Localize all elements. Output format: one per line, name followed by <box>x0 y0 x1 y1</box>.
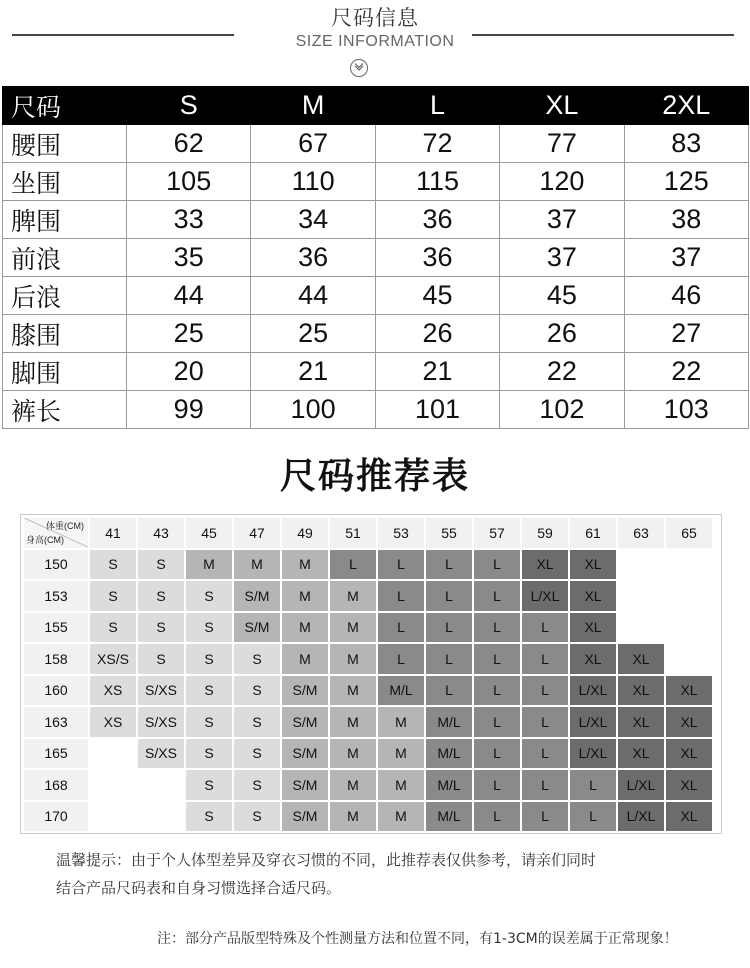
recommend-row <box>24 581 712 611</box>
size-recommendation-cell: L <box>474 707 520 737</box>
table-cell: 44 <box>251 277 375 315</box>
size-recommendation-cell: M/L <box>378 676 424 706</box>
size-recommendation-cell: L <box>474 550 520 580</box>
size-recommendation-cell: L <box>426 644 472 674</box>
recommend-row <box>24 770 712 800</box>
size-table <box>2 86 749 429</box>
size-recommendation-cell: S/XS <box>138 707 184 737</box>
tip-line-1: 温馨提示：由于个人体型差异及穿衣习惯的不同，此推荐表仅供参考，请亲们同时 <box>56 851 597 869</box>
size-recommendation-cell <box>666 644 712 674</box>
recommend-row <box>24 644 712 674</box>
height-header: 158 <box>24 644 88 674</box>
weight-header: 49 <box>282 518 328 548</box>
size-recommendation-cell: XL <box>522 550 568 580</box>
table-cell: 33 <box>127 201 251 239</box>
table-row <box>3 391 749 429</box>
header-title: 尺码信息 <box>331 6 419 30</box>
row-label: 前浪 <box>3 239 127 277</box>
table-cell: 25 <box>127 315 251 353</box>
size-recommendation-cell: S <box>234 644 280 674</box>
size-recommendation-cell: XS <box>90 707 136 737</box>
size-recommendation-cell: XS/S <box>90 644 136 674</box>
table-cell: 38 <box>624 201 748 239</box>
size-header-cell: XL <box>500 87 624 125</box>
recommend-grid <box>22 516 714 833</box>
size-recommendation-cell: S <box>90 613 136 643</box>
height-header: 168 <box>24 770 88 800</box>
size-recommendation-cell: XL <box>570 550 616 580</box>
size-recommendation-cell: M <box>330 802 376 832</box>
table-cell: 77 <box>500 125 624 163</box>
size-recommendation-cell: XL <box>570 644 616 674</box>
size-recommendation-cell: M <box>282 581 328 611</box>
size-recommendation-cell: M <box>330 770 376 800</box>
recommend-chart <box>20 514 722 834</box>
size-recommendation-cell: S/M <box>282 770 328 800</box>
table-cell: 37 <box>500 201 624 239</box>
size-recommendation-cell: XL <box>618 707 664 737</box>
size-recommendation-cell: S/M <box>282 676 328 706</box>
size-header-cell: S <box>127 87 251 125</box>
size-recommendation-cell <box>666 613 712 643</box>
size-recommendation-cell: S/M <box>234 613 280 643</box>
size-recommendation-cell: L/XL <box>570 739 616 769</box>
size-recommendation-cell: L <box>522 739 568 769</box>
table-cell: 25 <box>251 315 375 353</box>
weight-header-row <box>24 518 712 548</box>
table-cell: 36 <box>375 239 499 277</box>
size-table-header <box>3 87 749 125</box>
size-recommendation-cell: S/M <box>282 707 328 737</box>
size-header-label: 尺码 <box>3 87 127 125</box>
size-recommendation-cell: S <box>186 770 232 800</box>
size-recommendation-cell: S <box>186 676 232 706</box>
table-cell: 37 <box>624 239 748 277</box>
table-row <box>3 125 749 163</box>
size-recommendation-cell: L <box>474 802 520 832</box>
size-recommendation-cell: L <box>474 581 520 611</box>
size-recommendation-cell: S <box>138 550 184 580</box>
size-recommendation-cell: L <box>522 613 568 643</box>
size-recommendation-cell: M <box>186 550 232 580</box>
weight-header: 63 <box>618 518 664 548</box>
table-cell: 21 <box>251 353 375 391</box>
size-recommendation-cell: L <box>474 676 520 706</box>
table-cell: 45 <box>500 277 624 315</box>
table-cell: 20 <box>127 353 251 391</box>
table-row <box>3 353 749 391</box>
size-recommendation-cell: XL <box>618 644 664 674</box>
size-recommendation-cell: L <box>522 676 568 706</box>
weight-header: 43 <box>138 518 184 548</box>
size-recommendation-cell: M <box>282 550 328 580</box>
table-row <box>3 315 749 353</box>
recommend-row <box>24 550 712 580</box>
row-label: 腰围 <box>3 125 127 163</box>
row-label: 脾围 <box>3 201 127 239</box>
size-recommendation-cell: XL <box>666 739 712 769</box>
size-recommendation-cell: XL <box>570 613 616 643</box>
size-recommendation-cell: L/XL <box>522 581 568 611</box>
size-recommendation-cell: M <box>330 581 376 611</box>
size-recommendation-cell <box>138 770 184 800</box>
size-recommendation-cell: L <box>426 613 472 643</box>
size-recommendation-cell: M/L <box>426 739 472 769</box>
size-recommendation-cell <box>618 613 664 643</box>
weight-header: 51 <box>330 518 376 548</box>
table-cell: 46 <box>624 277 748 315</box>
size-recommendation-cell: XL <box>666 802 712 832</box>
recommend-row <box>24 739 712 769</box>
height-header: 160 <box>24 676 88 706</box>
table-cell: 83 <box>624 125 748 163</box>
size-recommendation-cell: S <box>186 581 232 611</box>
table-cell: 36 <box>251 239 375 277</box>
table-cell: 100 <box>251 391 375 429</box>
size-recommendation-cell: M <box>378 802 424 832</box>
size-recommendation-cell: M/L <box>426 707 472 737</box>
size-recommendation-cell: L <box>522 770 568 800</box>
row-label: 裤长 <box>3 391 127 429</box>
size-recommendation-cell: S <box>186 644 232 674</box>
size-header-cell: 2XL <box>624 87 748 125</box>
size-recommendation-cell: XL <box>570 581 616 611</box>
weight-header: 45 <box>186 518 232 548</box>
weight-header: 61 <box>570 518 616 548</box>
size-recommendation-cell: L/XL <box>618 770 664 800</box>
size-recommendation-cell: S/M <box>234 581 280 611</box>
table-cell: 110 <box>251 163 375 201</box>
size-recommendation-cell: L <box>522 707 568 737</box>
size-recommendation-cell: L <box>474 770 520 800</box>
size-recommendation-cell: S <box>234 707 280 737</box>
table-row <box>3 163 749 201</box>
size-recommendation-cell: S <box>138 581 184 611</box>
size-recommendation-cell: L <box>474 613 520 643</box>
size-recommendation-cell: L <box>426 550 472 580</box>
size-recommendation-cell <box>90 770 136 800</box>
weight-header: 65 <box>666 518 712 548</box>
size-recommendation-cell: L <box>378 644 424 674</box>
recommend-row <box>24 613 712 643</box>
height-header: 153 <box>24 581 88 611</box>
size-recommendation-cell: M <box>282 613 328 643</box>
size-recommendation-cell: S <box>234 676 280 706</box>
size-recommendation-cell: L <box>330 550 376 580</box>
size-recommendation-cell <box>666 581 712 611</box>
size-recommendation-cell: L <box>378 613 424 643</box>
size-recommendation-cell: L <box>378 550 424 580</box>
size-recommendation-cell: S <box>90 550 136 580</box>
size-recommendation-cell: XL <box>666 676 712 706</box>
table-cell: 103 <box>624 391 748 429</box>
row-label: 后浪 <box>3 277 127 315</box>
size-recommendation-cell: M <box>330 676 376 706</box>
size-recommendation-cell: S/M <box>282 739 328 769</box>
size-recommendation-cell <box>90 739 136 769</box>
size-recommendation-cell: L <box>426 676 472 706</box>
size-recommendation-cell: S <box>234 802 280 832</box>
height-header: 150 <box>24 550 88 580</box>
corner-cell <box>24 518 88 548</box>
weight-header: 47 <box>234 518 280 548</box>
row-label: 膝围 <box>3 315 127 353</box>
size-recommendation-cell: L/XL <box>570 707 616 737</box>
table-cell: 105 <box>127 163 251 201</box>
table-row <box>3 239 749 277</box>
size-recommendation-cell: L <box>474 739 520 769</box>
table-cell: 67 <box>251 125 375 163</box>
height-axis-label: 身高(CM) <box>26 534 64 545</box>
size-recommendation-cell <box>618 581 664 611</box>
height-header: 163 <box>24 707 88 737</box>
size-recommendation-cell: M <box>330 707 376 737</box>
size-recommendation-cell: L <box>474 644 520 674</box>
row-label: 脚围 <box>3 353 127 391</box>
recommend-row <box>24 676 712 706</box>
size-recommendation-cell: XL <box>666 707 712 737</box>
size-recommendation-cell: M <box>378 707 424 737</box>
size-header-cell: M <box>251 87 375 125</box>
size-recommendation-cell: XL <box>666 770 712 800</box>
size-recommendation-cell <box>618 550 664 580</box>
size-recommendation-cell: M <box>330 644 376 674</box>
size-recommendation-cell: M <box>330 739 376 769</box>
table-cell: 44 <box>127 277 251 315</box>
size-recommendation-cell: S <box>234 739 280 769</box>
size-recommendation-cell: S <box>186 802 232 832</box>
chevron-down-icon <box>349 58 369 78</box>
table-cell: 45 <box>375 277 499 315</box>
size-recommendation-cell: M <box>282 644 328 674</box>
height-header: 165 <box>24 739 88 769</box>
size-recommendation-cell <box>666 550 712 580</box>
table-cell: 125 <box>624 163 748 201</box>
footnote: 注：部分产品版型特殊及个性测量方法和位置不同，有1-3CM的误差属于正常现象！ <box>157 931 678 947</box>
weight-header: 53 <box>378 518 424 548</box>
weight-axis-label: 体重(CM) <box>46 521 84 531</box>
header-subtitle: SIZE INFORMATION <box>295 33 455 50</box>
weight-header: 57 <box>474 518 520 548</box>
table-cell: 99 <box>127 391 251 429</box>
size-recommendation-cell: S <box>234 770 280 800</box>
size-recommendation-cell: S <box>186 613 232 643</box>
size-recommendation-cell: M/L <box>426 802 472 832</box>
size-recommendation-cell: S <box>138 644 184 674</box>
size-recommendation-cell: M <box>330 613 376 643</box>
size-recommendation-cell: M/L <box>426 770 472 800</box>
recommend-row <box>24 707 712 737</box>
size-table-body <box>3 125 749 429</box>
size-recommendation-cell: M <box>234 550 280 580</box>
weight-header: 41 <box>90 518 136 548</box>
table-cell: 27 <box>624 315 748 353</box>
height-header: 155 <box>24 613 88 643</box>
table-cell: 115 <box>375 163 499 201</box>
recommend-title: 尺码推荐表 <box>279 456 470 497</box>
size-recommendation-cell: XL <box>618 676 664 706</box>
table-cell: 26 <box>500 315 624 353</box>
size-recommendation-cell: L/XL <box>618 802 664 832</box>
table-cell: 37 <box>500 239 624 277</box>
size-recommendation-cell: M <box>378 770 424 800</box>
size-recommendation-cell <box>90 802 136 832</box>
table-cell: 34 <box>251 201 375 239</box>
table-cell: 36 <box>375 201 499 239</box>
size-recommendation-cell: XL <box>618 739 664 769</box>
tip-line-2: 结合产品尺码表和自身习惯选择合适尺码。 <box>56 879 342 897</box>
size-recommendation-cell: L <box>522 802 568 832</box>
table-cell: 22 <box>500 353 624 391</box>
tip-note <box>56 846 716 902</box>
table-cell: 21 <box>375 353 499 391</box>
height-header: 170 <box>24 802 88 832</box>
table-cell: 35 <box>127 239 251 277</box>
size-header-cell: L <box>375 87 499 125</box>
weight-header: 59 <box>522 518 568 548</box>
size-recommendation-cell <box>138 802 184 832</box>
size-recommendation-cell: S/M <box>282 802 328 832</box>
size-recommendation-cell: S <box>186 707 232 737</box>
size-recommendation-cell: L <box>570 770 616 800</box>
table-cell: 120 <box>500 163 624 201</box>
table-row <box>3 201 749 239</box>
size-recommendation-cell: S/XS <box>138 676 184 706</box>
size-recommendation-cell: S <box>138 613 184 643</box>
size-recommendation-cell: XS <box>90 676 136 706</box>
size-recommendation-cell: L <box>378 581 424 611</box>
size-recommendation-cell: L <box>522 644 568 674</box>
table-row <box>3 277 749 315</box>
table-cell: 102 <box>500 391 624 429</box>
table-cell: 26 <box>375 315 499 353</box>
row-label: 坐围 <box>3 163 127 201</box>
size-recommendation-cell: S <box>90 581 136 611</box>
size-recommendation-cell: L/XL <box>570 676 616 706</box>
table-cell: 62 <box>127 125 251 163</box>
size-recommendation-cell: S/XS <box>138 739 184 769</box>
table-cell: 101 <box>375 391 499 429</box>
size-recommendation-cell: M <box>378 739 424 769</box>
table-cell: 72 <box>375 125 499 163</box>
size-recommendation-cell: L <box>570 802 616 832</box>
table-cell: 22 <box>624 353 748 391</box>
recommend-row <box>24 802 712 832</box>
weight-header: 55 <box>426 518 472 548</box>
size-recommendation-cell: S <box>186 739 232 769</box>
size-recommendation-cell: L <box>426 581 472 611</box>
